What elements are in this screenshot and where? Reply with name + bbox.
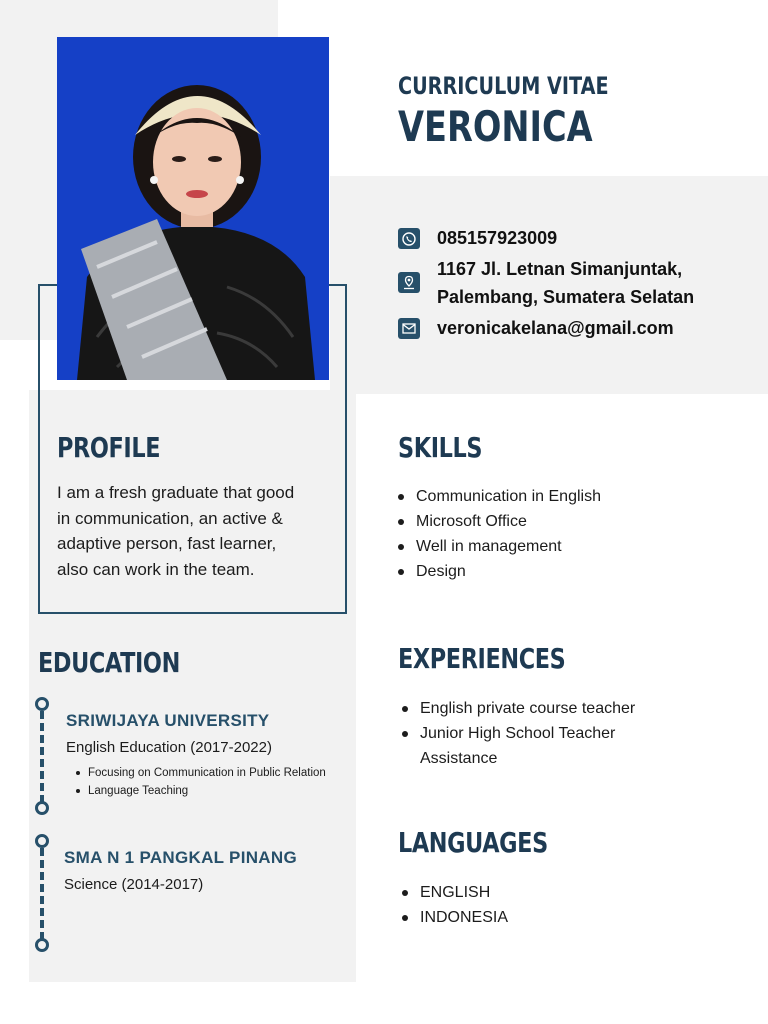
timeline-node-icon bbox=[35, 697, 49, 711]
contact-phone-row bbox=[398, 224, 557, 252]
languages-heading: LANGUAGES bbox=[398, 826, 548, 859]
timeline-line bbox=[40, 848, 44, 940]
experiences-list bbox=[400, 696, 635, 771]
address-line-1: 1167 Jl. Letnan Simanjuntak, bbox=[437, 259, 683, 279]
candidate-name: VERONICA bbox=[398, 102, 593, 151]
timeline-line bbox=[40, 711, 44, 803]
timeline-connector bbox=[34, 697, 50, 817]
list-item: INDONESIA bbox=[400, 905, 508, 930]
list-item: Language Teaching bbox=[74, 782, 326, 800]
list-item: Junior High School Teacher bbox=[400, 721, 635, 746]
timeline-node-icon bbox=[35, 834, 49, 848]
portrait-illustration bbox=[57, 37, 329, 380]
education-notes bbox=[74, 764, 326, 800]
profile-line: adaptive person, fast learner, bbox=[57, 534, 277, 553]
email-address: veronicakelana@gmail.com bbox=[437, 318, 674, 338]
phone-number: 085157923009 bbox=[437, 228, 558, 248]
list-item: Communication in English bbox=[396, 484, 601, 509]
profile-line: also can work in the team. bbox=[57, 559, 255, 579]
list-item: English private course teacher bbox=[400, 696, 635, 721]
contact-address-row bbox=[398, 255, 694, 311]
profile-line: in communication, an active & bbox=[57, 508, 283, 528]
education-school: SRIWIJAYA UNIVERSITY bbox=[66, 711, 270, 730]
languages-list bbox=[400, 880, 508, 930]
list-item: Design bbox=[396, 559, 601, 584]
profile-photo bbox=[57, 37, 329, 380]
list-item: Microsoft Office bbox=[396, 509, 601, 534]
skills-heading: SKILLS bbox=[398, 431, 483, 464]
profile-heading: PROFILE bbox=[57, 431, 161, 464]
list-item: Focusing on Communication in Public Relation bbox=[74, 764, 326, 782]
list-item-continuation: Assistance bbox=[420, 750, 498, 767]
phone-icon bbox=[398, 228, 420, 249]
experiences-heading: EXPERIENCES bbox=[398, 642, 566, 675]
address-block bbox=[437, 255, 694, 311]
location-pin-icon bbox=[398, 272, 420, 293]
skills-list bbox=[396, 484, 601, 584]
profile-summary bbox=[57, 480, 342, 582]
envelope-icon bbox=[398, 318, 420, 339]
contact-email-row bbox=[398, 314, 674, 342]
timeline-node-icon bbox=[35, 938, 49, 952]
cv-label: CURRICULUM VITAE bbox=[398, 72, 609, 100]
list-item: ENGLISH bbox=[400, 880, 508, 905]
timeline-connector bbox=[34, 834, 50, 954]
education-program: Science (2014-2017) bbox=[64, 876, 204, 893]
education-heading: EDUCATION bbox=[38, 646, 180, 679]
address-line-2: Palembang, Sumatera Selatan bbox=[437, 287, 695, 307]
education-program: English Education (2017-2022) bbox=[66, 739, 272, 756]
profile-line: I am a fresh graduate that good bbox=[57, 483, 295, 502]
timeline-node-icon bbox=[35, 801, 49, 815]
education-school: SMA N 1 PANGKAL PINANG bbox=[64, 848, 297, 867]
list-item: Well in management bbox=[396, 534, 601, 559]
